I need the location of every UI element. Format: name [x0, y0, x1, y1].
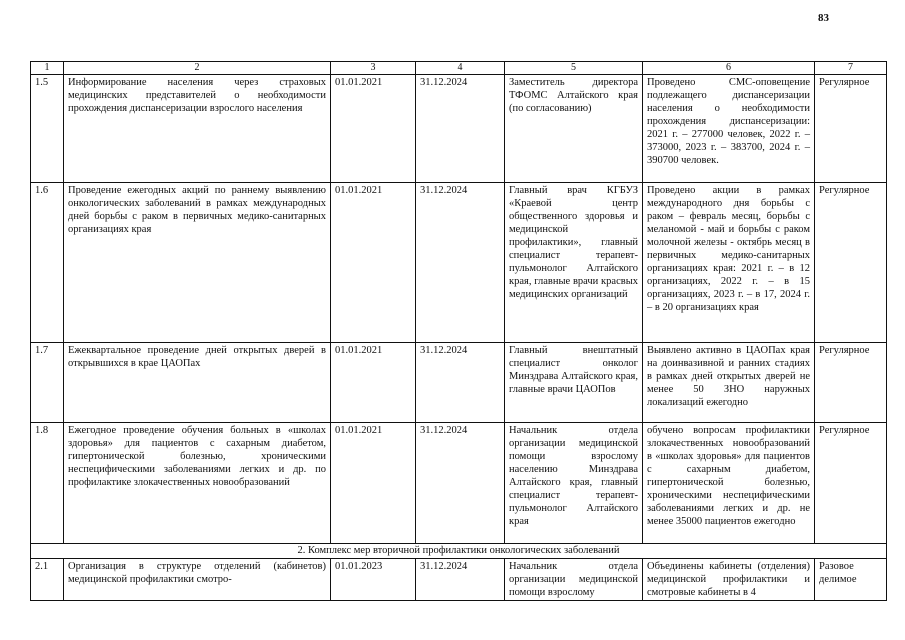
type-cell: Разовое делимое: [815, 559, 887, 601]
column-header: 2: [64, 62, 331, 75]
type-cell: Регулярное: [815, 75, 887, 183]
measure-cell: Проведение ежегодных акций по раннему выявлению онкологических заболеваний в рамках международных дней борьбы с раком в первичных медико-санитарных организациях края: [64, 183, 331, 343]
end-date-cell: 31.12.2024: [416, 423, 505, 544]
end-date-cell: 31.12.2024: [416, 343, 505, 423]
type-cell: Регулярное: [815, 343, 887, 423]
responsible-cell: Начальник отдела организации медицинской помощи взрослому населению Минздрава Алтайского края, главный специалист терапевт-пульмонолог Алтайского края: [505, 423, 643, 544]
column-header: 7: [815, 62, 887, 75]
measure-cell: Ежегодное проведение обучения больных в «школах здоровья» для пациентов с сахарным диабетом, гипертонической болезнью, хроническими неспецифическими заболеваниями легких и др. по профилактике злокачественных новообразований: [64, 423, 331, 544]
row-number: 1.6: [31, 183, 64, 343]
responsible-cell: Начальник отдела организации медицинской помощи взрослому: [505, 559, 643, 601]
start-date-cell: 01.01.2021: [331, 183, 416, 343]
section-heading-row: [31, 544, 887, 559]
page-number: 83: [818, 12, 829, 24]
result-cell: Проведено акции в рамках международного дня борьбы с раком – февраль месяц, борьбы с меланомой - май и борьбы с раком молочной железы - октябрь месяц в первичных медико-санитарных организациях края: 2021 г. – в 12 организациях, 2022 г. – в 15 организациях, 2023 г. – в 17, 2024 г. – в 20 организациях края: [643, 183, 815, 343]
end-date-cell: 31.12.2024: [416, 75, 505, 183]
row-number: 1.8: [31, 423, 64, 544]
section-title: 2. Комплекс мер вторичной профилактики онкологических заболеваний: [31, 544, 887, 559]
start-date-cell: 01.01.2021: [331, 75, 416, 183]
responsible-cell: Главный внештатный специалист онколог Минздрава Алтайского края, главные врачи ЦАОПов: [505, 343, 643, 423]
end-date-cell: 31.12.2024: [416, 559, 505, 601]
type-cell: Регулярное: [815, 183, 887, 343]
responsible-cell: Заместитель директора ТФОМС Алтайского края (по согласованию): [505, 75, 643, 183]
table-row: [31, 183, 887, 343]
table-row: [31, 75, 887, 183]
measure-cell: Ежеквартальное проведение дней открытых дверей в открывшихся в крае ЦАОПах: [64, 343, 331, 423]
start-date-cell: 01.01.2021: [331, 343, 416, 423]
result-cell: Выявлено активно в ЦАОПах края на доинвазивной и ранних стадиях в рамках дней открытых дверей не менее 50 ЗНО наружных локализаций ежегодно: [643, 343, 815, 423]
result-cell: обучено вопросам профилактики злокачественных новообразований в «школах здоровья» для пациентов с сахарным диабетом, гипертонической болезнью, хроническими неспецифическими заболеваниями легких и др. не менее 35000 пациентов ежегодно: [643, 423, 815, 544]
table-header-row: [31, 62, 887, 75]
column-header: 5: [505, 62, 643, 75]
row-number: 2.1: [31, 559, 64, 601]
column-header: 4: [416, 62, 505, 75]
column-header: 3: [331, 62, 416, 75]
result-cell: Объединены кабинеты (отделения) медицинской профилактики и смотровые кабинеты в 4: [643, 559, 815, 601]
column-header: 1: [31, 62, 64, 75]
end-date-cell: 31.12.2024: [416, 183, 505, 343]
responsible-cell: Главный врач КГБУЗ «Краевой центр общественного здоровья и медицинской профилактики», главный специалист терапевт-пульмонолог Алтайского края, главные врачи красвых медицинских организаций: [505, 183, 643, 343]
result-cell: Проведено СМС-оповещение подлежащего диспансеризации населения о необходимости прохождения диспансеризации: 2021 г. – 277000 человек, 2022 г. – 373000, 2023 г. – 383700, 2024 г. – 390700 человек.: [643, 75, 815, 183]
type-cell: Регулярное: [815, 423, 887, 544]
measures-table: [30, 61, 887, 601]
row-number: 1.5: [31, 75, 64, 183]
measure-cell: Информирование населения через страховых медицинских представителей о необходимости прохождения диспансеризации взрослого населения: [64, 75, 331, 183]
start-date-cell: 01.01.2023: [331, 559, 416, 601]
column-header: 6: [643, 62, 815, 75]
table-row: [31, 423, 887, 544]
row-number: 1.7: [31, 343, 64, 423]
table-row: [31, 559, 887, 601]
table-row: [31, 343, 887, 423]
measure-cell: Организация в структуре отделений (кабинетов) медицинской профилактики смотро-: [64, 559, 331, 601]
start-date-cell: 01.01.2021: [331, 423, 416, 544]
